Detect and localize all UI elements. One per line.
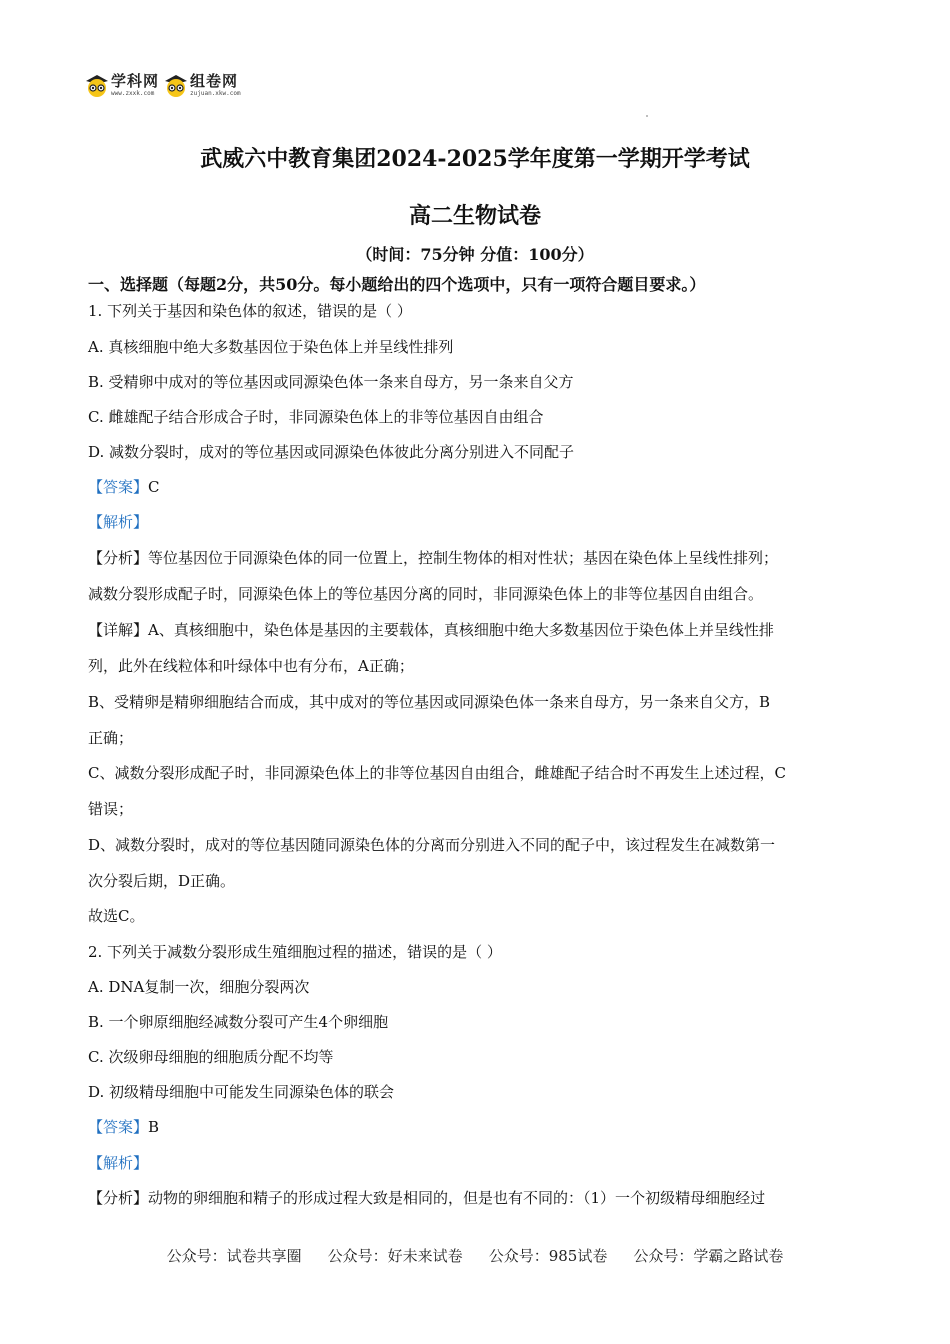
footer-item: 公众号：好未来试卷 [327,1247,463,1265]
q2-option-d: D. 初级精母细胞中可能发生同源染色体的联会 [88,1083,395,1101]
section-title: 一、选择题（每题2分，共50分。每小题给出的四个选项中，只有一项符合题目要求。） [88,275,706,294]
analysis-tag: 【解析】 [88,513,149,531]
q1-detail-7: D、减数分裂时，成对的等位基因随同源染色体的分离而分别进入不同的配子中，该过程发生在减数第一 [88,836,776,854]
q1-analysis-tag [88,512,148,532]
q1-detail-1 [88,620,774,640]
answer-tag: 【答案】 [88,478,149,496]
footer-item: 公众号：985试卷 [488,1247,608,1265]
logo-url-2: zujuan.xkw.com [190,90,241,97]
logo [84,72,245,106]
q1-fenxi-1 [88,548,778,568]
footer [0,1245,950,1266]
q2-option-a: A. DNA复制一次，细胞分裂两次 [88,978,310,996]
q2-fenxi-1 [88,1188,765,1208]
q2-answer [88,1117,159,1137]
q1-detail-6: 错误； [88,800,134,818]
q2-option-c: C. 次级卵母细胞的细胞质分配不均等 [88,1048,334,1066]
q1-detail-3: B、受精卵是精卵细胞结合而成，其中成对的等位基因或同源染色体一条来自母方，另一条来自父方，B [88,693,771,711]
q1-detail-5: C、减数分裂形成配子时，非同源染色体上的非等位基因自由组合，雌雄配子结合时不再发生上述过程，C [88,764,786,782]
q1-answer [88,477,160,497]
footer-item: 公众号：学霸之路试卷 [633,1247,784,1265]
q1-option-a: A. 真核细胞中绝大多数基因位于染色体上并呈线性排列 [88,338,454,356]
logo-name-2: 组卷网 [190,72,239,90]
detail-tag: 【详解】 [88,621,149,639]
answer-value: C [148,478,160,496]
detail-text: A、真核细胞中，染色体是基因的主要载体，真核细胞中绝大多数基因位于染色体上并呈线性排 [148,621,774,639]
logo-name-1: 学科网 [111,72,160,90]
answer-value: B [148,1118,160,1136]
q2-option-b: B. 一个卵原细胞经减数分裂可产生4个卵细胞 [88,1013,389,1031]
exam-subtitle: 高二生物试卷 [408,203,541,229]
footer-item: 公众号：试卷共享圈 [166,1247,302,1265]
exam-info: （时间：75分钟 分值：100分） [356,245,594,264]
q1-detail-2: 列，此外在线粒体和叶绿体中也有分布，A正确； [88,657,414,675]
exam-title: 武威六中教育集团2024-2025学年度第一学期开学考试 [200,146,750,172]
answer-tag: 【答案】 [88,1118,149,1136]
q1-stem: 1. 下列关于基因和染色体的叙述，错误的是（ ） [88,302,412,320]
q1-option-c: C. 雌雄配子结合形成合子时，非同源染色体上的非等位基因自由组合 [88,408,544,426]
mascot-icon [84,72,110,98]
fenxi-tag: 【分析】 [88,549,149,567]
q2-analysis-tag [88,1153,148,1173]
q2-stem: 2. 下列关于减数分裂形成生殖细胞过程的描述，错误的是（ ） [88,943,502,961]
analysis-tag: 【解析】 [88,1154,149,1172]
fenxi-text: 动物的卵细胞和精子的形成过程大致是相同的，但是也有不同的：（1）一个初级精母细胞经过 [148,1189,766,1207]
q1-option-d: D. 减数分裂时，成对的等位基因或同源染色体彼此分离分别进入不同配子 [88,443,575,461]
q1-conclusion: 故选C。 [88,907,145,925]
q1-option-b: B. 受精卵中成对的等位基因或同源染色体一条来自母方，另一条来自父方 [88,373,574,391]
logo-url-1: www.zxxk.com [111,90,155,97]
q1-fenxi-2: 减数分裂形成配子时，同源染色体上的等位基因分离的同时，非同源染色体上的非等位基因自由组合。 [88,585,764,603]
logo-zujuan [163,72,241,98]
fenxi-tag: 【分析】 [88,1189,149,1207]
logo-zxxk [84,72,159,98]
q1-detail-4: 正确； [88,729,134,747]
fenxi-text: 等位基因位于同源染色体的同一位置上，控制生物体的相对性状；基因在染色体上呈线性排列； [148,549,779,567]
stray-dot [646,115,648,117]
mascot-icon [163,72,189,98]
q1-detail-8: 次分裂后期，D正确。 [88,872,236,890]
